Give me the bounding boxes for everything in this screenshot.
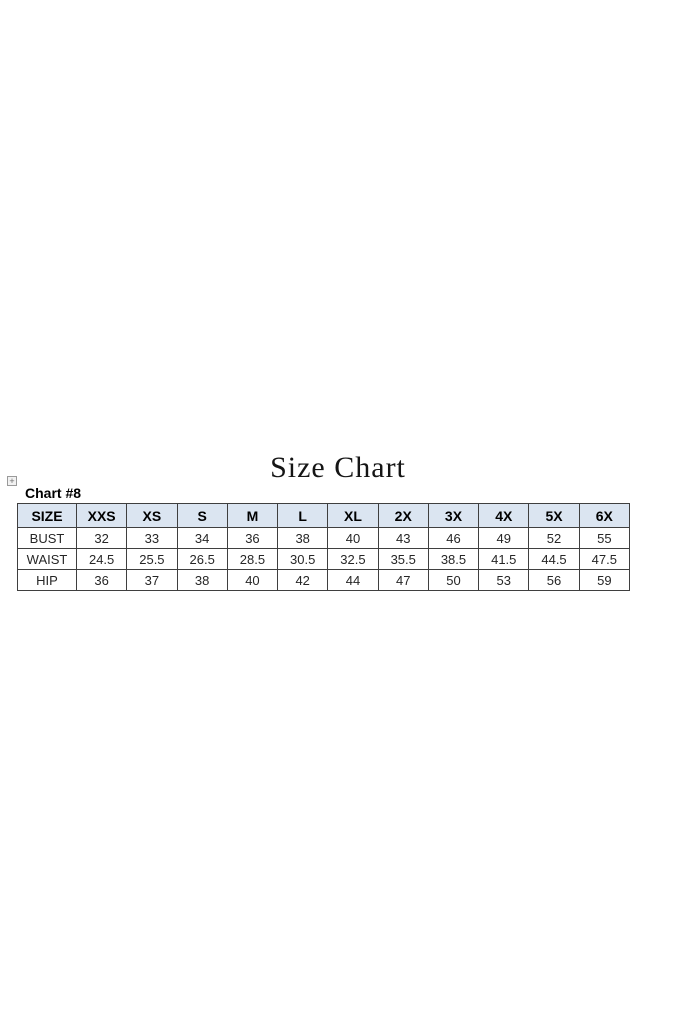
table-cell: 52 — [529, 528, 579, 549]
row-label-cell: BUST — [18, 528, 77, 549]
table-cell: 44.5 — [529, 549, 579, 570]
table-cell: 40 — [328, 528, 378, 549]
table-cell: 38 — [177, 570, 227, 591]
header-cell-5x: 5X — [529, 504, 579, 528]
table-cell: 33 — [127, 528, 177, 549]
header-cell-s: S — [177, 504, 227, 528]
header-cell-l: L — [278, 504, 328, 528]
header-cell-size: SIZE — [18, 504, 77, 528]
table-cell: 42 — [278, 570, 328, 591]
table-cell: 49 — [479, 528, 529, 549]
table-move-handle-icon[interactable]: + — [7, 476, 17, 486]
table-cell: 36 — [227, 528, 277, 549]
table-cell: 25.5 — [127, 549, 177, 570]
table-cell: 59 — [579, 570, 629, 591]
size-chart-table — [17, 503, 630, 591]
table-header-row — [18, 504, 630, 528]
table-cell: 50 — [428, 570, 478, 591]
table-cell: 46 — [428, 528, 478, 549]
table-cell: 26.5 — [177, 549, 227, 570]
table-cell: 53 — [479, 570, 529, 591]
table-cell: 55 — [579, 528, 629, 549]
header-cell-6x: 6X — [579, 504, 629, 528]
row-label-cell: HIP — [18, 570, 77, 591]
table-cell: 32.5 — [328, 549, 378, 570]
table-cell: 35.5 — [378, 549, 428, 570]
table-row-hip — [18, 570, 630, 591]
table-row-bust — [18, 528, 630, 549]
table-cell: 30.5 — [278, 549, 328, 570]
table-cell: 28.5 — [227, 549, 277, 570]
table-cell: 47 — [378, 570, 428, 591]
table-cell: 47.5 — [579, 549, 629, 570]
table-cell: 38 — [278, 528, 328, 549]
table-cell: 34 — [177, 528, 227, 549]
header-cell-xs: XS — [127, 504, 177, 528]
header-cell-3x: 3X — [428, 504, 478, 528]
header-cell-xl: XL — [328, 504, 378, 528]
table-row-waist — [18, 549, 630, 570]
table-cell: 44 — [328, 570, 378, 591]
table-cell: 37 — [127, 570, 177, 591]
table-cell: 56 — [529, 570, 579, 591]
page-title: Size Chart — [270, 451, 406, 484]
table-cell: 36 — [77, 570, 127, 591]
header-cell-xxs: XXS — [77, 504, 127, 528]
table-cell: 40 — [227, 570, 277, 591]
table-cell: 32 — [77, 528, 127, 549]
header-cell-4x: 4X — [479, 504, 529, 528]
chart-number-label: Chart #8 — [25, 485, 82, 501]
table-cell: 24.5 — [77, 549, 127, 570]
table-cell: 43 — [378, 528, 428, 549]
row-label-cell: WAIST — [18, 549, 77, 570]
table-cell: 41.5 — [479, 549, 529, 570]
table-cell: 38.5 — [428, 549, 478, 570]
header-cell-2x: 2X — [378, 504, 428, 528]
header-cell-m: M — [227, 504, 277, 528]
